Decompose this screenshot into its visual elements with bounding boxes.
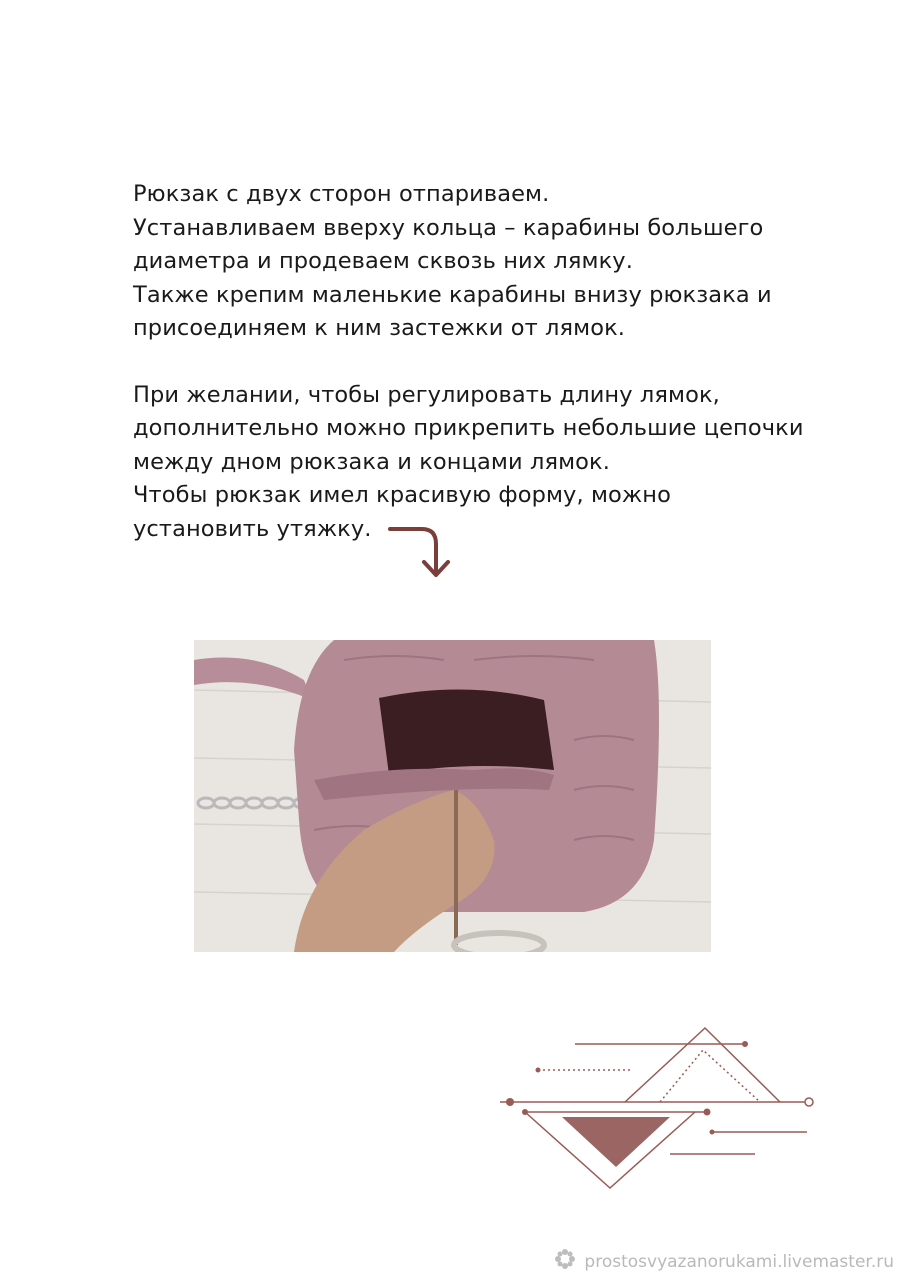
geometric-ornament-icon [500,1020,820,1199]
text-line: присоединяем к ним застежки от лямок. [133,315,626,341]
curved-arrow-down-icon [388,522,456,584]
text-line: установить утяжку. [133,515,372,542]
text-line: При желании, чтобы регулировать длину лямок, [133,381,720,408]
paragraph-chains [133,379,833,547]
flower-logo-icon [554,1248,576,1275]
paragraph-steaming [133,178,833,346]
text-line: Чтобы рюкзак имел красивую форму, можно [133,482,671,508]
instructions-text [133,178,833,546]
text-line: дополнительно можно прикрепить небольшие цепочки [133,415,804,441]
backpack-photo [194,640,711,952]
text-line: Рюкзак с двух сторон отпариваем. [133,181,550,207]
watermark-text: prostosvyazanorukami.livemaster.ru [584,1251,894,1272]
text-line: Устанавливаем вверху кольца – карабины большего [133,214,764,241]
text-line: между дном рюкзака и концами лямок. [133,448,610,475]
watermark [554,1248,894,1275]
text-line: Также крепим маленькие карабины внизу рюкзака и [133,281,772,308]
text-line: диаметра и продеваем сквозь них лямку. [133,248,633,274]
